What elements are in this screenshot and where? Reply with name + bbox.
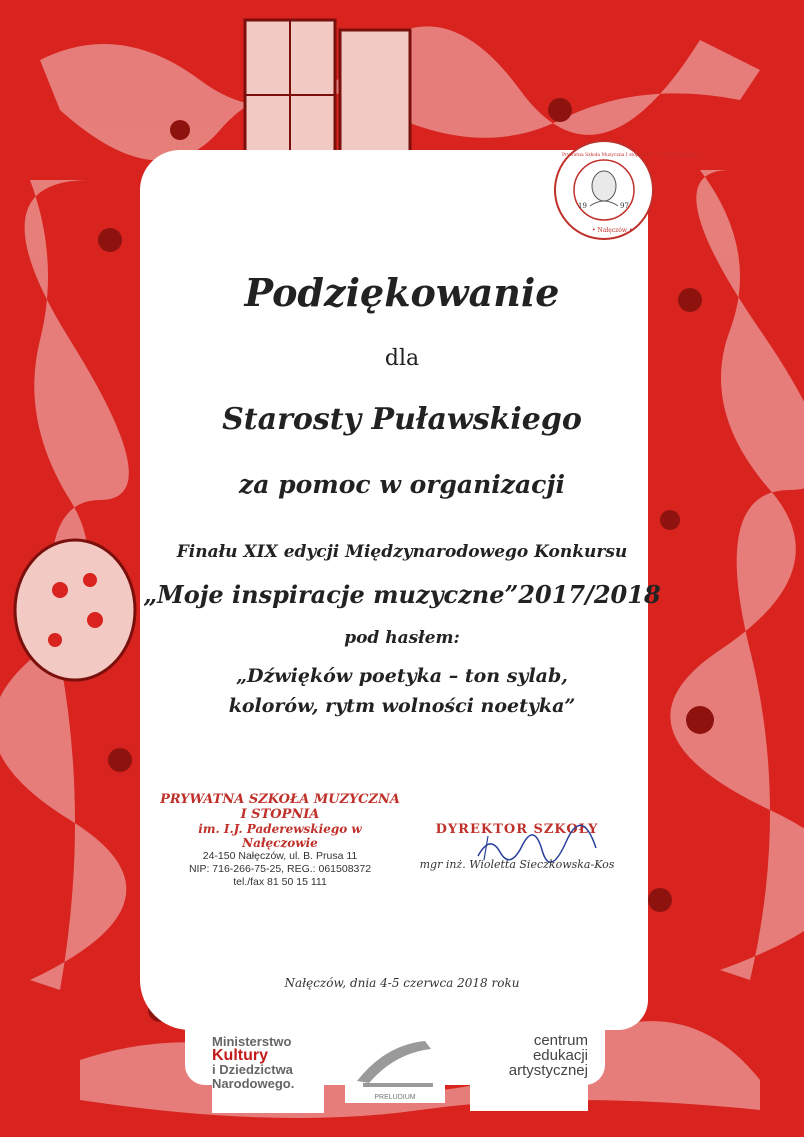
school-stamp-line-1: PRYWATNA SZKOŁA MUZYCZNA	[160, 792, 400, 807]
director-title: DYREKTOR SZKOŁY	[435, 822, 599, 837]
seal-year-right: 97	[620, 202, 629, 210]
school-address-1: 24-150 Nałęczów, ul. B. Prusa 11	[202, 850, 358, 862]
dla-text: dla	[384, 346, 420, 371]
preludium-mark	[345, 1025, 445, 1103]
motto-line-1: „Dźwięków poetyka – ton sylab,	[236, 665, 568, 687]
reason-text: za pomoc w organizacji	[239, 470, 565, 499]
seal-ring-text: Prywatna Szkoła Muzyczna I stopnia im. I. J. Paderewskiego	[562, 153, 700, 158]
event-line-1: Finału XIX edycji Międzynarodowego Konkursu	[176, 542, 628, 562]
school-stamp-line-3: im. I.J. Paderewskiego w Nałęczowie	[198, 822, 362, 850]
director-name: mgr inż. Wioletta Sieczkowska-Kos	[419, 858, 615, 871]
motto-line-2: kolorów, rytm wolności noetyka”	[228, 695, 576, 717]
issue-date: Nałęczów, dnia 4-5 czerwca 2018 roku	[284, 976, 520, 990]
cea-logo-line-3: artystycznej	[508, 1062, 588, 1079]
seal-graphic	[556, 142, 700, 238]
school-stamp	[160, 792, 400, 889]
cea-logo-line-1: centrum	[533, 1032, 588, 1049]
motto-intro: pod hasłem:	[344, 628, 460, 648]
mkidn-logo-line-1: Ministerstwo	[212, 1034, 292, 1049]
school-seal	[554, 140, 700, 240]
event-line-2: „Moje inspiracje muzyczne”2017/2018	[143, 580, 661, 609]
school-address-3: tel./fax 81 50 15 111	[233, 876, 327, 888]
preludium-logo	[345, 1025, 445, 1103]
mkidn-logo-line-2: Kultury	[212, 1047, 268, 1064]
school-address-2: NIP: 716-266-75-25, REG.: 061508372	[188, 863, 372, 875]
cea-logo-line-2: edukacji	[532, 1047, 588, 1064]
school-stamp-line-2: I STOPNIA	[240, 807, 320, 822]
seal-year-left: 19	[578, 202, 587, 210]
certificate-title: Podziękowanie	[244, 270, 560, 315]
cea-logo	[470, 1025, 588, 1111]
mkidn-logo-line-4: Narodowego.	[212, 1076, 295, 1091]
seal-bottom-text: • Nałęczów •	[592, 227, 633, 234]
preludium-text: PRELUDIUM	[374, 1094, 416, 1101]
mkidn-logo-line-3: i Dziedzictwa	[212, 1062, 293, 1077]
recipient-name: Starosty Puławskiego	[222, 402, 582, 437]
mkidn-logo	[212, 1025, 324, 1113]
